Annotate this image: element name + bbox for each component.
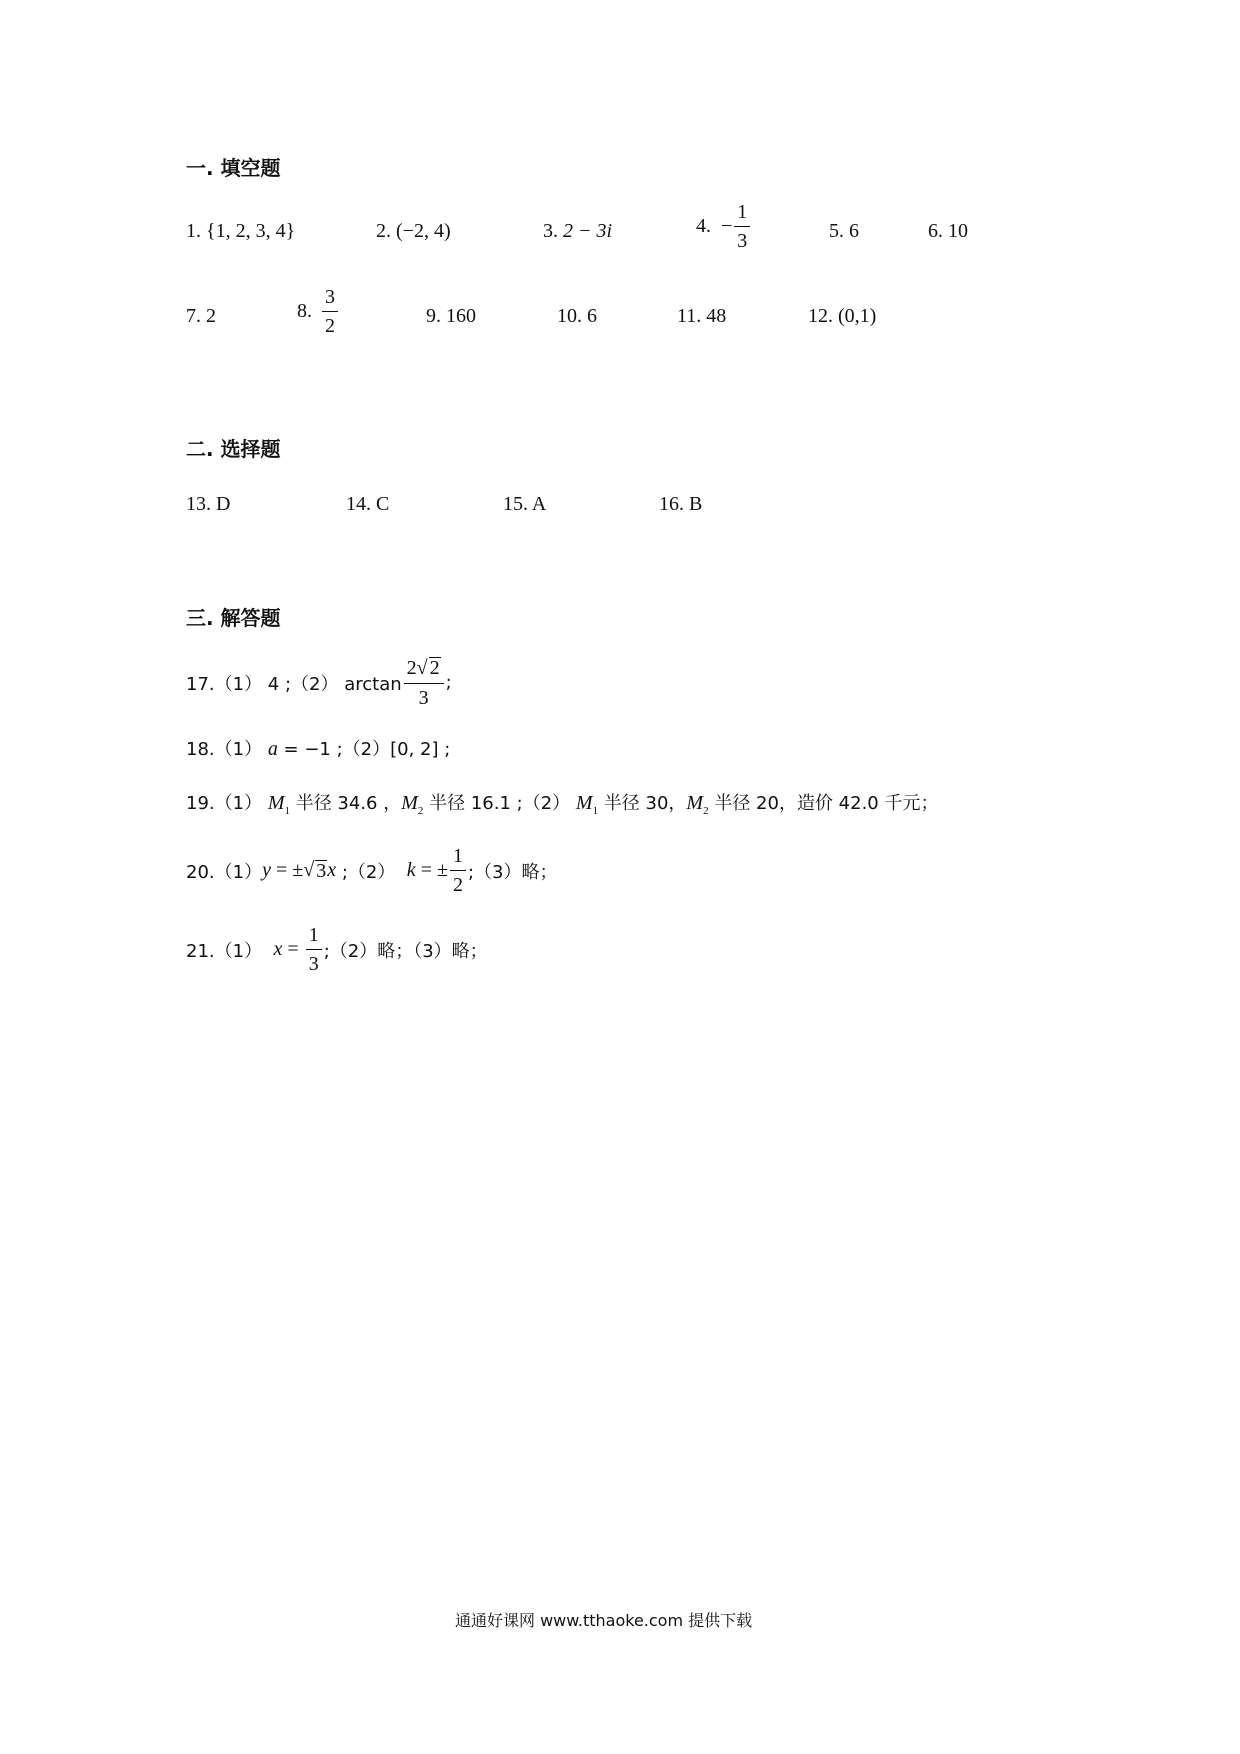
fraction-numerator: 1: [450, 846, 466, 871]
answer-text: = ±: [270, 859, 304, 881]
answer-text: 17.（1） 4 ;（2） arctan: [186, 673, 402, 695]
sqrt-sign: √: [303, 859, 315, 881]
fill-answer-4: [696, 202, 752, 251]
variable-m: M: [267, 792, 285, 814]
fraction-denominator: 2: [452, 874, 463, 896]
choice-answer-13: 13. D: [186, 493, 231, 515]
subscript: 2: [703, 805, 709, 817]
variable-k: k: [406, 859, 416, 881]
page-footer: 通通好课网 www.tthaoke.com 提供下载: [455, 1611, 753, 1630]
answer-text: 19.（1）: [186, 793, 268, 814]
question-number: 8.: [297, 300, 312, 322]
fraction-denominator: 3: [418, 687, 429, 709]
fraction: [306, 925, 322, 974]
answer-value: {1, 2, 3, 4}: [206, 220, 296, 242]
variable-m: M: [401, 792, 418, 814]
question-number: 3.: [543, 220, 558, 242]
fill-answer-11: 11. 48: [677, 305, 727, 327]
fill-answer-8: [297, 287, 340, 336]
fill-answer-12: [808, 305, 876, 328]
solve-answer-20: [186, 846, 557, 895]
fill-answer-3: [543, 220, 612, 243]
fraction: [734, 202, 750, 251]
fill-answer-9: 9. 160: [426, 305, 476, 327]
variable-m: M: [686, 792, 704, 814]
answer-text: 半径 16.1 ;（2）: [423, 793, 576, 814]
subscript: 1: [284, 805, 290, 817]
fill-answer-5: 5. 6: [829, 220, 859, 242]
answer-text: ;（2）: [336, 861, 407, 883]
fraction: [322, 287, 338, 336]
fraction-numerator: 1: [734, 202, 750, 227]
fraction: [450, 846, 466, 895]
subscript: 1: [592, 805, 599, 817]
answer-text: =: [282, 938, 304, 960]
answer-end: ;: [445, 672, 452, 693]
coefficient: 2: [406, 657, 417, 679]
answer-text: 18.（1）: [186, 739, 268, 760]
variable-x: x: [327, 859, 337, 881]
fraction-numerator: 3: [322, 287, 338, 312]
solve-answer-18: [186, 735, 450, 761]
section-heading-choice: 二. 选择题: [186, 437, 281, 461]
solve-answer-19: [186, 789, 938, 817]
section-heading-fill: 一. 填空题: [186, 156, 281, 180]
choice-answer-15: 15. A: [503, 493, 547, 515]
answer-text: = ±: [415, 859, 448, 881]
fraction: [404, 657, 444, 708]
variable-m: M: [575, 792, 593, 814]
negative-sign: −: [721, 215, 733, 237]
fraction-denominator: 2: [325, 315, 335, 337]
question-number: 1.: [186, 220, 201, 242]
choice-answer-14: 14. C: [346, 493, 390, 515]
answer-value: 2 − 3i: [563, 220, 613, 242]
answer-text: 21.（1）: [186, 940, 274, 962]
fraction-denominator: 3: [737, 230, 748, 252]
answer-text: 半径 30，: [598, 793, 687, 814]
fill-answer-7: 7. 2: [186, 305, 216, 327]
question-number: 12.: [808, 305, 833, 327]
variable-a: a: [267, 738, 278, 760]
fraction-denominator: 3: [308, 953, 319, 975]
answer-text: = −1 ;（2）[0, 2] ;: [277, 739, 451, 760]
fraction-numerator: 2√ 2: [404, 657, 444, 684]
radicand: 3: [316, 859, 327, 882]
answer-value: (0,1): [838, 305, 877, 327]
answer-text: ;（2）略；（3）略；: [323, 940, 488, 962]
question-number: 2.: [376, 220, 391, 242]
variable-x: x: [273, 938, 283, 960]
fraction-numerator: 1: [306, 925, 322, 950]
question-number: 4.: [696, 215, 711, 237]
answer-text: 半径 34.6 ，: [289, 793, 402, 814]
fill-answer-2: [376, 220, 451, 243]
section-heading-solve: 三. 解答题: [186, 606, 281, 630]
fill-answer-6: 6. 10: [928, 220, 968, 242]
solve-answer-21: [186, 925, 488, 974]
choice-answer-16: 16. B: [659, 493, 703, 515]
answer-text: 半径 20，造价 42.0 千元；: [708, 793, 939, 814]
answer-text: ;（3）略；: [467, 861, 558, 883]
answer-value: (−2, 4): [396, 220, 451, 242]
answer-text: 20.（1）: [186, 861, 263, 883]
subscript: 2: [417, 805, 424, 817]
variable-y: y: [262, 859, 271, 881]
fill-answer-10: 10. 6: [557, 305, 597, 327]
fill-answer-1: [186, 220, 295, 243]
solve-answer-17: [186, 657, 452, 708]
radicand: 2: [429, 657, 440, 679]
